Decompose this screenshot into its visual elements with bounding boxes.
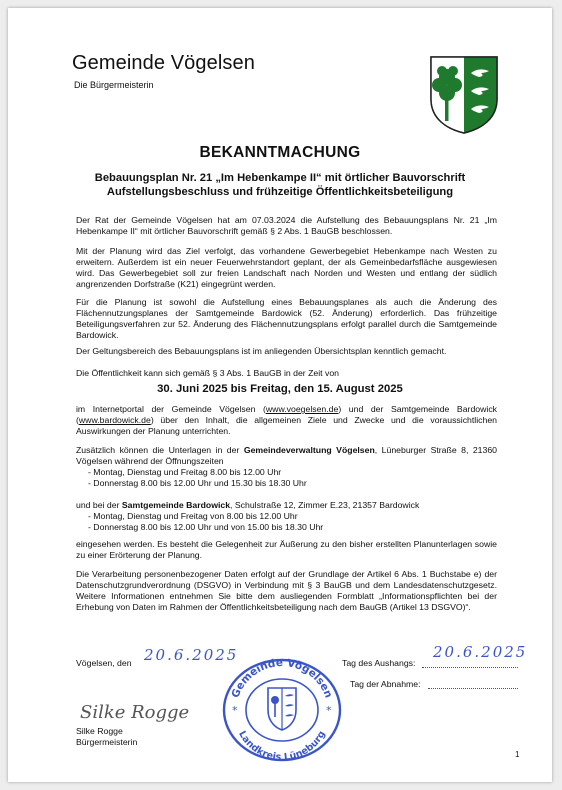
paragraph-comment-opportunity: eingesehen werden. Es besteht die Gelegenheit zur Äußerung zu den bisher erstellten Planunterlagen sowie zu einer Erörterung der Planung. <box>76 539 497 560</box>
svg-text:*: * <box>232 704 238 717</box>
signature-text: Silke Rogge <box>80 702 190 723</box>
signer-block <box>76 726 137 748</box>
paragraph-resolution: Der Rat der Gemeinde Vögelsen hat am 07.03.2024 die Aufstellung des Bebauungsplans Nr. 21 „Im Hebenkampe II“ mit örtlicher Bauvorschrift gemäß § 2 Abs. 1 BauGB beschlossen. <box>76 215 497 236</box>
text-segment: , Lüneburger Straße 8, 21360 Vögelsen während der Öffnungszeiten <box>76 445 497 466</box>
participation-dates: 30. Juni 2025 bis Freitag, den 15. August 2025 <box>157 383 403 395</box>
organization-subtitle: Die Bürgermeisterin <box>74 80 154 90</box>
announcement-subtitle <box>28 171 532 199</box>
text-segment: , Schulstraße 12, Zimmer E.23, 21357 Bardowick <box>230 500 420 510</box>
posting-date-line <box>422 667 518 668</box>
announcement-title: BEKANNTMACHUNG <box>199 144 361 161</box>
paragraph-samtgemeinde <box>76 500 497 533</box>
subtitle-line-1: Bebauungsplan Nr. 21 „Im Hebenkampe II“ mit örtlicher Bauvorschrift <box>94 172 466 184</box>
signer-name: Silke Rogge <box>76 726 123 736</box>
link-bardowick[interactable]: www.bardowick.de <box>78 414 151 425</box>
stamp-top-text: Gemeinde Vögelsen <box>229 656 335 700</box>
paragraph-public-period-intro: Die Öffentlichkeit kann sich gemäß § 3 Abs. 1 BauGB in der Zeit von <box>76 368 340 378</box>
posting-date-label: Tag des Aushangs: <box>342 658 416 668</box>
coat-of-arms-icon <box>429 55 499 135</box>
paragraph-scope: Der Geltungsbereich des Bebauungsplans ist im anliegenden Übersichtsplan kenntlich gemacht. <box>76 346 447 356</box>
page-number: 1 <box>515 750 520 759</box>
svg-text:*: * <box>326 704 332 717</box>
removal-date-label: Tag der Abnahme: <box>350 679 421 689</box>
text-segment: und bei der <box>76 500 122 510</box>
text-segment: Zusätzlich können die Unterlagen in der <box>76 445 244 455</box>
hours-line: - Donnerstag 8.00 bis 12.00 Uhr und von 15.00 bis 18.30 Uhr <box>88 521 324 532</box>
text-segment: ) über den Inhalt, die allgemeinen Ziele und Zwecke und die voraussichtlichen Auswirkungen der Planung unterrichten. <box>76 414 497 436</box>
subtitle-line-2: Aufstellungsbeschluss und frühzeitige Öffentlichkeitsbeteiligung <box>106 186 454 198</box>
handwritten-signature <box>76 696 226 726</box>
removal-date-line <box>428 688 518 689</box>
signer-title: Bürgermeisterin <box>76 736 138 747</box>
paragraph-municipal-office <box>76 445 497 489</box>
organization-name: Gemeinde Vögelsen <box>72 52 255 74</box>
hours-line: - Montag, Dienstag und Freitag von 8.00 bis 12.00 Uhr <box>88 510 298 521</box>
paragraph-land-use-plan: Für die Planung ist sowohl die Aufstellung eines Bebauungsplanes als auch die Änderung des Flächennutzungsplanes der Samtgemeinde Bardowick (52. Änderung) erforderlich. Das frühzeitige Beteiligungsverfahren zur 52. Änderung des Flächennutzungsplans erfolgt parallel durch die Samtgemeinde Bardowick. <box>76 297 497 340</box>
paragraph-goal: Mit der Planung wird das Ziel verfolgt, das vorhandene Gewerbegebiet Hebenkampe nach Westen zu erweitern. Außerdem ist ein neuer Feuerwehrstandort geplant, der als Gemeinbedarfsfläche ausgewiesen wird. Das Gewerbegebiet soll zur freien Landschaft nach Norden und Westen und entlang der südlich angrenzenden Dorfstraße (K21) eingegrünt werden. <box>76 246 497 289</box>
document-page <box>8 8 552 782</box>
hours-line: - Montag, Dienstag und Freitag 8.00 bis 12.00 Uhr <box>88 466 282 477</box>
text-segment: im Internetportal der Gemeinde Vögelsen ( <box>76 404 266 414</box>
link-voegelsen[interactable]: www.voegelsen.de <box>265 404 339 414</box>
paragraph-data-protection: Die Verarbeitung personenbezogener Daten erfolgt auf der Grundlage der Artikel 6 Abs. 1 Buchstabe e) der Datenschutzgrundverordnung (DSGVO) in Verbindung mit § 3 BauGB und dem Landesdatenschutzgesetz. Weitere Informationen entnehmen Sie bitte dem ausliegenden Formblatt „Informationspflichten bei der Erhebung von Daten im Rahmen der Öffentlichkeitsbeteiligung nach dem BauGB (Artikel 13 DSGVO)“. <box>76 569 497 612</box>
place-date-label: Vögelsen, den <box>76 658 132 668</box>
office-name: Gemeindeverwaltung Vögelsen <box>243 445 375 455</box>
paragraph-online-portals <box>76 404 497 437</box>
text-segment: ) und der Samtgemeinde Bardowick ( <box>76 404 498 425</box>
office-name: Samtgemeinde Bardowick <box>121 500 231 510</box>
hours-line: - Donnerstag 8.00 bis 12.00 Uhr und 15.30 bis 18.30 Uhr <box>88 477 307 488</box>
posting-date-handwritten: 20.6.2025 <box>433 643 528 661</box>
svg-text:Landkreis Lüneburg <box>236 729 328 762</box>
official-seal-stamp <box>220 654 344 762</box>
stamp-bottom-text: Landkreis Lüneburg <box>236 729 328 762</box>
handwritten-date: 20.6.2025 <box>144 646 239 664</box>
